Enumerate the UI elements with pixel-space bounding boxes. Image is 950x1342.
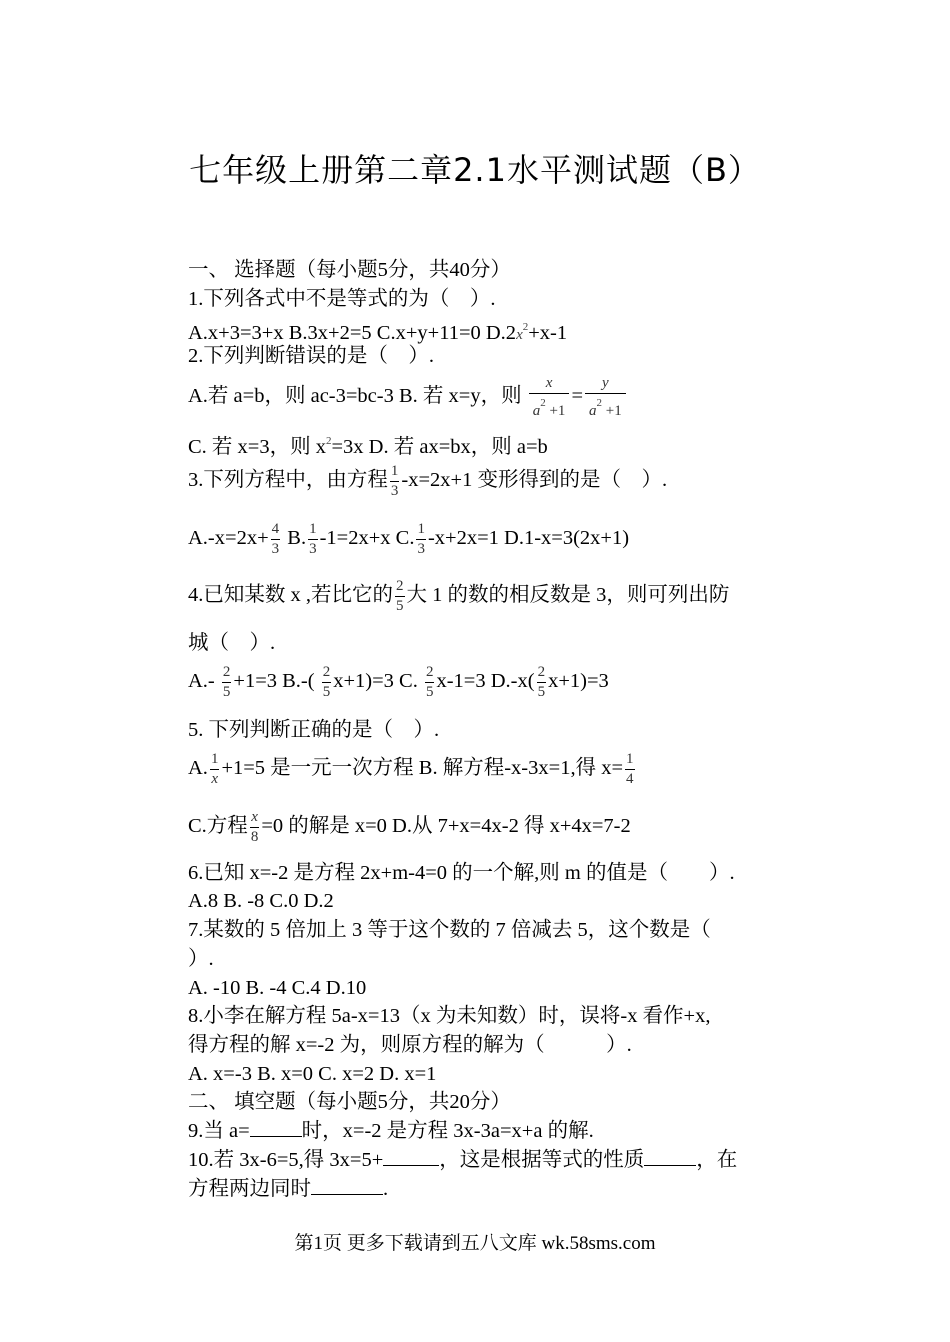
page-footer: 第1页 更多下载请到五八文库 wk.58sms.com [294, 1233, 656, 1254]
question-9: 9.当 a= 时，x=-2 是方程 3x-3a=x+a 的解. [188, 1120, 594, 1142]
question-10: 10.若 3x-6=5,得 3x=5+ ，这是根据等式的性质 ，在 [188, 1149, 738, 1171]
question-7-options: A. -10 B. -4 C.4 D.10 [188, 977, 367, 999]
q4-option-b-fraction: $\frac{2}{5}$ [322, 664, 331, 700]
question-2-stem: 2.下列判断错误的是（ ）. [188, 345, 434, 367]
question-1-stem: 1.下列各式中不是等式的为（ ）. [188, 288, 496, 310]
fraction-numerator: y [602, 375, 609, 391]
question-3-stem: 3.下列方程中，由方程 $\frac{1}{3}$ -x=2x+1 变形得到的是（ ）. [188, 463, 668, 499]
question-2-options-ab [188, 374, 628, 421]
q2-c-exponent: 2 [326, 435, 332, 447]
answer-blank[interactable] [311, 1176, 383, 1195]
question-6-stem: 6.已知 x=-2 是方程 2x+m-4=0 的一个解,则 m 的值是（ ）. [188, 862, 735, 884]
q4-option-d-fraction: $\frac{2}{5}$ [537, 664, 546, 700]
q1-options-text: A.x+3=3+x B.3x+2=5 C.x+y+11=0 D.2 [188, 322, 517, 344]
answer-blank[interactable] [644, 1147, 696, 1166]
question-7-stem: 7.某数的 5 倍加上 3 等于这个数的 7 倍减去 5，这个数是（ [188, 919, 711, 941]
question-10-cont: 方程两边同时 . [188, 1178, 389, 1200]
fraction-numerator: x [545, 375, 553, 391]
question-7-stem-cont: ）. [188, 948, 214, 970]
q2-fraction-y [585, 374, 626, 421]
q2-fraction-x [529, 374, 570, 421]
fraction-denominator: $a^2 +1$ [529, 393, 570, 421]
answer-blank[interactable] [383, 1147, 439, 1166]
q3-option-b-fraction: $\frac{1}{3}$ [309, 521, 317, 557]
question-8-stem-cont: 得方程的解 x=-2 为，则原方程的解为（ ）. [188, 1034, 632, 1056]
q5-option-c-fraction: $\frac{x}{8}$ [250, 809, 259, 845]
question-5-options-ab: A. $\frac{1}{x}$ +1=5 是一元一次方程 B. 解方程-x-3x=1,得 x= $\frac{1}{4}$ [188, 751, 634, 787]
question-3-options: A.-x=2x+ $\frac{4}{3}$ B. $\frac{1}{3}$ -1=2x+x C. $\frac{1}{3}$ -x+2x=1 D.1-x=3(2x+1) [188, 521, 630, 557]
q2-equals: = [571, 385, 583, 408]
question-2-options-cd [188, 428, 548, 460]
answer-blank[interactable] [250, 1118, 302, 1137]
question-4-options: A.- $\frac{2}{5}$ +1=3 B.-( $\frac{2}{5}$ x+1)=3 C. $\frac{2}{5}$ x-1=3 D.-x( $\frac{2}{5}$ x+1)=3 [188, 664, 609, 700]
question-8-stem: 8.小李在解方程 5a-x=13（x 为未知数）时，误将-x 看作+x, [188, 1005, 711, 1027]
q4-fraction-two-fifths: $\frac{2}{5}$ [396, 578, 404, 614]
q3-option-a-fraction: $\frac{4}{3}$ [271, 521, 280, 557]
q1-exponent: 2 [522, 321, 529, 333]
q2-ab-text: A.若 a=b，则 ac-3=bc-3 B. 若 x=y，则 [188, 385, 522, 408]
question-5-options-cd: C.方程 $\frac{x}{8}$ =0 的解是 x=0 D.从 7+x=4x-2 得 x+4x=7-2 [188, 809, 631, 845]
q2-c-text: C. 若 x=3，则 x [188, 436, 326, 458]
question-4-stem: 4.已知某数 x ,若比它的 $\frac{2}{5}$ 大 1 的数的相反数是 3，则可列出防 [188, 578, 730, 614]
q5-option-b-fraction: $\frac{1}{4}$ [626, 751, 634, 787]
q5-option-a-fraction: $\frac{1}{x}$ [210, 751, 219, 787]
q1-variable: x [516, 327, 523, 343]
section-heading-choice: 一、 选择题（每小题5分，共40分） [188, 259, 511, 281]
question-6-options: A.8 B. -8 C.0 D.2 [188, 890, 334, 912]
question-5-stem: 5. 下列判断正确的是（ ）. [188, 719, 440, 741]
question-4-stem-cont: 城（ ）. [188, 632, 276, 654]
page-title: 七年级上册第二章2.1水平测试题（B） [189, 151, 761, 189]
q2-cd-tail: =3x D. 若 ax=bx，则 a=b [331, 436, 548, 458]
question-8-options: A. x=-3 B. x=0 C. x=2 D. x=1 [188, 1063, 437, 1085]
q3-fraction-one-third: $\frac{1}{3}$ [390, 463, 399, 499]
fraction-denominator: $a^2 +1$ [585, 393, 626, 421]
q1-tail: +x-1 [528, 322, 568, 344]
section-heading-fill: 二、 填空题（每小题5分，共20分） [188, 1091, 511, 1113]
q4-option-c-fraction: $\frac{2}{5}$ [425, 664, 434, 700]
q3-option-c-fraction: $\frac{1}{3}$ [417, 521, 425, 557]
q4-option-a-fraction: $\frac{2}{5}$ [222, 664, 231, 700]
